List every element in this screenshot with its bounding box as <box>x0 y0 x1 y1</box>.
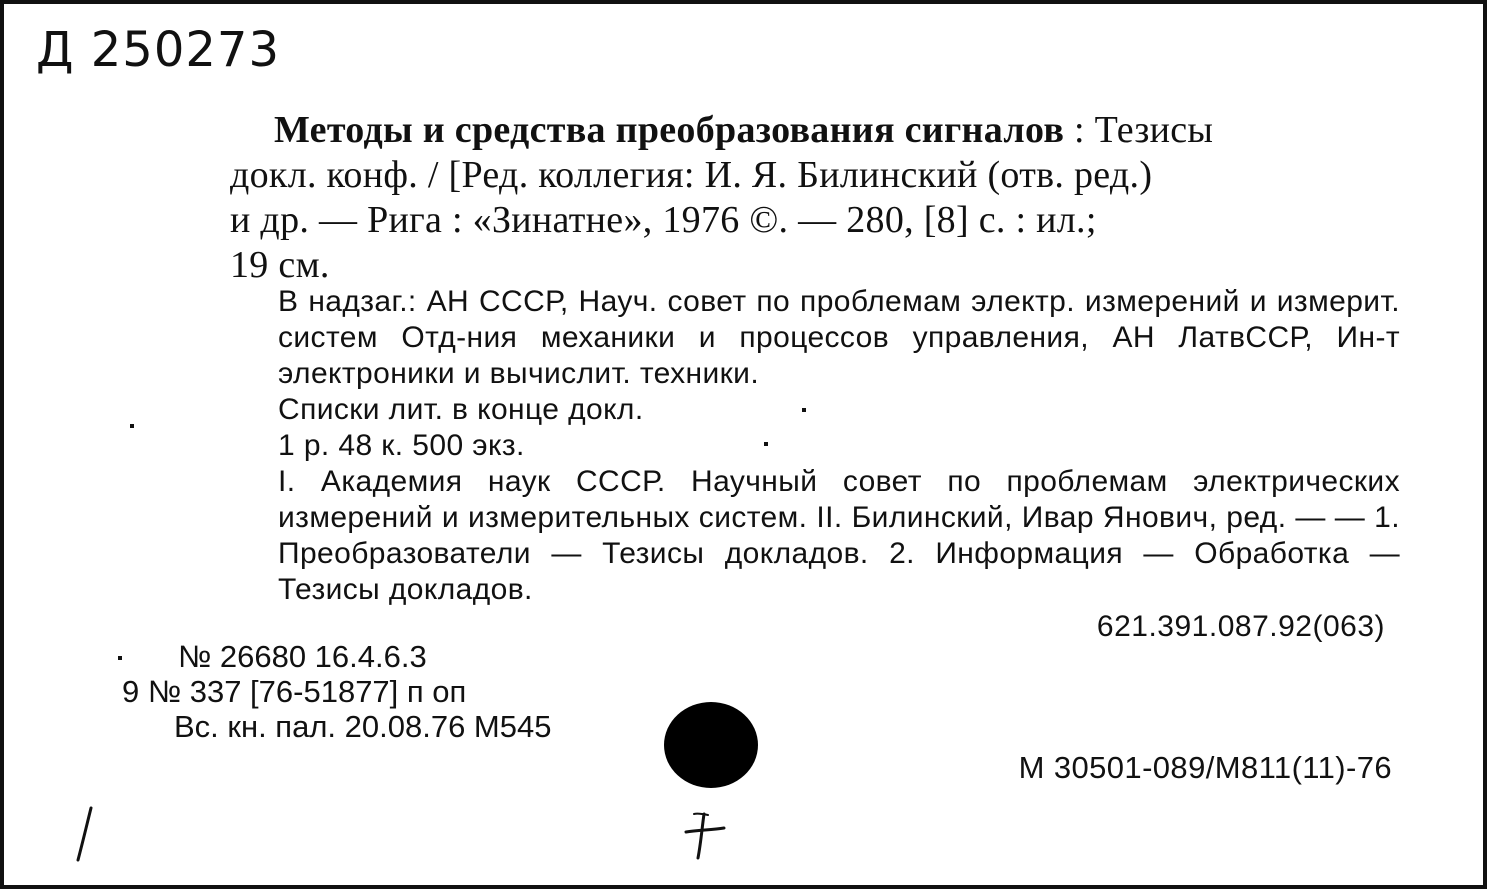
punch-hole <box>664 702 758 788</box>
ink-speck <box>764 442 768 446</box>
record-number: № 26680 16.4.6.3 <box>178 639 427 674</box>
order-number: 9 № 337 [76-51877] п оп <box>122 674 467 709</box>
work-title-suffix: : Тезисы <box>1064 109 1214 151</box>
publication-line: докл. конф. / [Ред. коллегия: И. Я. Билинский (отв. ред.) <box>230 154 1153 196</box>
registration-meta <box>122 639 551 744</box>
handwritten-card-code: Д 250273 <box>36 22 280 78</box>
chamber-record: Вс. кн. пал. 20.08.76 М545 <box>174 709 552 744</box>
bibliography-note: Списки лит. в конце докл. <box>278 393 644 426</box>
notes-block <box>230 284 1400 608</box>
ink-speck <box>118 656 122 660</box>
udc-code: 621.391.087.92(063) <box>1096 610 1385 643</box>
ink-speck <box>130 424 134 428</box>
bibliographic-code: М 30501-089/М811(11)-76 <box>1018 750 1392 785</box>
title-line <box>230 108 1400 153</box>
physical-description: 19 см. <box>230 244 330 286</box>
subject-headings: I. Академия наук СССР. Научный совет по проблемам электрических измерений и измерительных систем. II. Билинский, Ивар Янович, ред. — — 1. Преобразователи — Тезисы докладов. 2. Информация — Обработка — Тезисы докладов. <box>278 465 1400 606</box>
price-note: 1 р. 48 к. 500 экз. <box>278 429 525 462</box>
bibliographic-description <box>230 108 1400 288</box>
header-note: В надзаг.: АН СССР, Науч. совет по проблемам электр. измерений и измерит. систем Отд-ния механики и процессов управления, АН ЛатвССР, Ин-т электроники и вычислит. техники. <box>278 285 1400 390</box>
ink-speck <box>802 408 806 412</box>
handwritten-cross <box>680 806 728 862</box>
publication-line: и др. — Рига : «Зинатне», 1976 ©. — 280, [8] с. : ил.; <box>230 199 1097 241</box>
handwritten-mark <box>74 806 98 862</box>
work-title: Методы и средства преобразования сигналов <box>274 109 1065 151</box>
